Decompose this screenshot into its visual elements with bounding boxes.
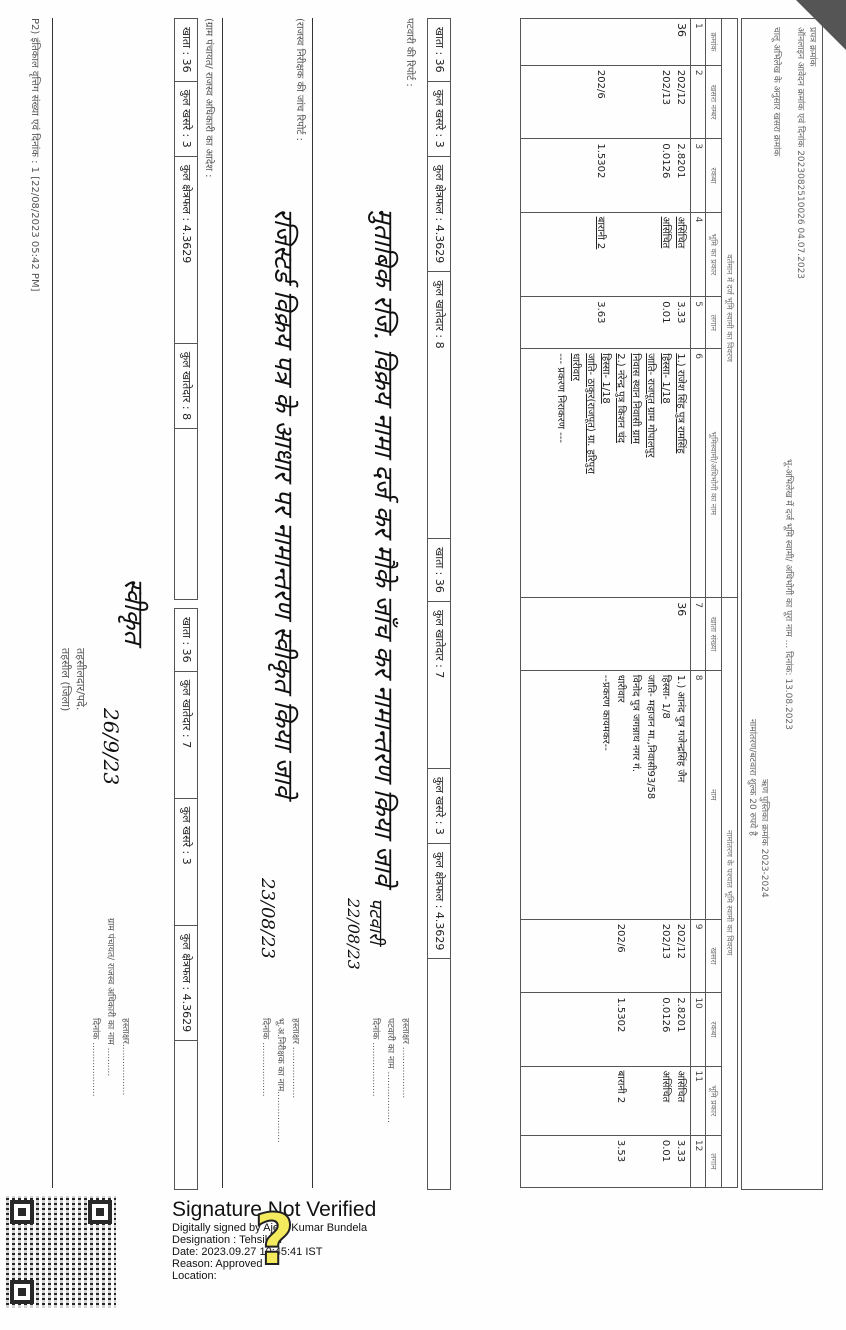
total-khasre: कुल खसरे : 3 bbox=[175, 799, 197, 926]
lagan-value: 3.33 bbox=[675, 1139, 686, 1163]
area-cell bbox=[521, 993, 691, 1066]
signature-status: Signature Not Verified bbox=[172, 1198, 377, 1221]
type-value: असिंचित bbox=[675, 216, 686, 249]
account-cell: 36 bbox=[521, 598, 691, 671]
total-khata: खाता : 36 bbox=[175, 609, 197, 672]
area-value: 1.5302 bbox=[615, 997, 626, 1033]
type-cell bbox=[521, 212, 691, 297]
col-header: खसरा bbox=[706, 919, 722, 993]
lagan-value: 3.63 bbox=[595, 301, 606, 324]
col-header: भूमि प्रकार bbox=[706, 1066, 722, 1135]
area-cell bbox=[521, 139, 691, 212]
owner-line: विनोद पुत्र जगन्नाथ नगर गं. bbox=[630, 674, 641, 773]
qr-code bbox=[6, 1196, 116, 1308]
total-area: कुल क्षेत्रफल : 4.3629 bbox=[175, 926, 197, 1042]
col-number: 12 bbox=[691, 1135, 706, 1187]
khasra-value: 202/13 bbox=[660, 69, 671, 106]
col-header: क्रमांक bbox=[706, 19, 722, 66]
col-header: भूमिस्वामी/अधिभोगी का नाम bbox=[706, 349, 722, 598]
type-value: बारानी 2 bbox=[595, 216, 606, 250]
owner-line: धारीवार bbox=[570, 353, 581, 381]
officer-stamp-line1: तहसीलदार/पदे. bbox=[74, 648, 87, 711]
patwari-report-label: पटवारी की रिपोर्ट : bbox=[404, 18, 415, 87]
col-header: खाता संख्या bbox=[706, 598, 722, 671]
area-value: 2.8201 bbox=[675, 143, 686, 179]
col-header: खसरा नम्बर bbox=[706, 65, 722, 139]
officer-date: 26/9/23 bbox=[99, 708, 123, 786]
rotated-document-content bbox=[23, 18, 823, 1188]
owner-line: हिस्सा- 1/18 bbox=[660, 353, 671, 404]
header-line: ऑनलाइन आवेदन क्रमांक एवं दिनांक 2023082510026 04.07.2023 bbox=[795, 27, 805, 280]
owner-line: जाति- राजपूत ग्राम गोपालपुर bbox=[645, 353, 656, 458]
col-number: 7 bbox=[691, 598, 706, 671]
ri-date: 23/08/23 bbox=[257, 878, 278, 959]
signature-date: Date: 2023.09.27 10:45:41 IST bbox=[172, 1246, 323, 1258]
header-line: ऋण पुस्तिका क्रमांक 2023-2024 bbox=[759, 779, 769, 898]
lagan-cell bbox=[521, 297, 691, 349]
signed-by: Digitally signed by Ajeet Kumar Bundela bbox=[172, 1222, 368, 1234]
header-line: प्रपत्र क्रमांक bbox=[807, 27, 817, 67]
officer-date-field: दिनांक ................... bbox=[90, 1018, 100, 1097]
header-line: भू-अभिलेख में दर्ज भूमि स्वामी/ अधिभोगी का पूरा नाम ... दिनांक: 13.08.2023 bbox=[783, 459, 793, 730]
total-area: कुल क्षेत्रफल : 4.3629 bbox=[175, 157, 197, 344]
lagan-value: 3.33 bbox=[675, 301, 686, 324]
patwari-signature-field: हस्ताक्षर .................. bbox=[400, 1018, 410, 1099]
officer-handwritten-order: स्वीकृत bbox=[118, 578, 148, 645]
area-value: 1.5302 bbox=[595, 143, 606, 179]
khasra-value: 202/12 bbox=[675, 923, 686, 959]
total-area: कुल क्षेत्रफल : 4.3629 bbox=[428, 844, 450, 960]
total-khata: खाता : 36 bbox=[175, 19, 197, 82]
serial-cell: 36 bbox=[521, 19, 691, 66]
owner-line: 1.) राजेश सिंह पुत्र रामसिंह bbox=[675, 353, 686, 454]
header-line: नामांतरण/बटवारा शुल्क 20 रुपये है bbox=[747, 719, 757, 836]
total-area: कुल क्षेत्रफल : 4.3629 bbox=[428, 157, 450, 273]
totals-row bbox=[427, 18, 451, 1190]
owner-cell bbox=[521, 349, 691, 598]
col-header: रकबा bbox=[706, 139, 722, 212]
header-line: चालू अभिलेख के अनुसार खसरा क्रमांक bbox=[771, 27, 781, 157]
area-value: 2.8201 bbox=[675, 997, 686, 1033]
owner-line: हिस्सा- 1/8 bbox=[660, 674, 671, 719]
ri-handwritten-report: रजिस्टर्ड विक्रय पत्र के आधार पर नामान्तरण स्वीकृत किया जावे bbox=[268, 208, 298, 798]
lagan-value: 0.01 bbox=[660, 301, 671, 324]
khasra-value: 202/6 bbox=[595, 69, 606, 99]
col-number: 11 bbox=[691, 1066, 706, 1135]
divider bbox=[52, 18, 53, 1188]
new-owner-cell bbox=[521, 670, 691, 919]
area-value: 0.0126 bbox=[660, 997, 671, 1033]
col-header: लगान bbox=[706, 1135, 722, 1187]
total-holders: कुल खातेदार : 7 bbox=[428, 602, 450, 769]
owner-line: जाति- ठाकुर(राजपूत) ग्रा. हरिपुरा bbox=[585, 353, 596, 474]
col-header: भूमि का प्रकार bbox=[706, 212, 722, 297]
total-khata: खाता : 36 bbox=[428, 539, 450, 602]
area-value: 0.0126 bbox=[660, 143, 671, 179]
type-value: असिंचित bbox=[660, 1070, 671, 1103]
patwari-date-field: दिनांक ................... bbox=[370, 1018, 380, 1097]
total-holders: कुल खातेदार : 8 bbox=[175, 344, 197, 429]
col-number: 2 bbox=[691, 65, 706, 139]
officer-totals-row-2 bbox=[174, 608, 198, 1190]
owner-line: --प्रकरण कायमकर-- bbox=[600, 674, 611, 751]
lagan-value: 3.53 bbox=[615, 1139, 626, 1163]
officer-name-field: ग्राम पंचायत/ राजस्व अधिकारी का नाम .......... bbox=[105, 918, 115, 1077]
unverified-question-icon: ? bbox=[254, 1199, 295, 1281]
ri-signature-field: हस्ताक्षर .................. bbox=[290, 1018, 300, 1099]
lagan-cell bbox=[521, 1135, 691, 1187]
total-holders: कुल खातेदार : 8 bbox=[428, 272, 450, 539]
col-header: लगान bbox=[706, 297, 722, 349]
land-record-table bbox=[520, 18, 738, 1188]
col-number: 10 bbox=[691, 993, 706, 1066]
total-khasre: कुल खसरे : 3 bbox=[175, 82, 197, 157]
patwari-date: 22/08/23 bbox=[344, 898, 363, 970]
col-header: रकबा bbox=[706, 993, 722, 1066]
col-number: 1 bbox=[691, 19, 706, 66]
owner-line: 1.) आनंद पुत्र गजेन्द्रसिंह जैन bbox=[675, 674, 686, 783]
right-section-title: नामांतरण के पश्चात भूमि स्वामी का विवरण bbox=[722, 598, 738, 1188]
khasra-value: 202/13 bbox=[660, 923, 671, 959]
patwari-name-field: पटवारी का नाम .................. bbox=[385, 1018, 395, 1124]
owner-line: हिस्सा- 1/18 bbox=[600, 353, 611, 404]
col-number: 9 bbox=[691, 919, 706, 993]
lagan-value: 0.01 bbox=[660, 1139, 671, 1163]
col-number: 5 bbox=[691, 297, 706, 349]
owner-line: --- प्रकरण निराकरण --- bbox=[555, 353, 566, 443]
patwari-signature: पटवारी bbox=[365, 898, 386, 944]
divider bbox=[222, 18, 223, 1188]
col-number: 4 bbox=[691, 212, 706, 297]
left-section-title: वर्तमान में दर्ज भूमि स्वामी का विवरण bbox=[722, 19, 738, 598]
col-number: 3 bbox=[691, 139, 706, 212]
signature-reason: Reason: Approved bbox=[172, 1258, 263, 1270]
officer-stamp-line2: तहसील (जिला) bbox=[59, 648, 72, 712]
ri-name-field: भू.अ.निरीक्षक का नाम.................. bbox=[275, 1018, 285, 1143]
khasra-value: 202/6 bbox=[615, 923, 626, 953]
mutation-number-footer: P2) इंतिकाल वृत्तिग संख्या एवं दिनांक : 1 [22/08/2023 05:42 PM] bbox=[29, 18, 40, 292]
total-holders: कुल खातेदार : 7 bbox=[175, 672, 197, 799]
owner-line: निवास स्थान निवासी ग्राम bbox=[630, 353, 641, 444]
type-value: असिंचित bbox=[675, 1070, 686, 1103]
khasra-cell bbox=[521, 919, 691, 993]
digital-signature-block bbox=[172, 1198, 432, 1282]
divider bbox=[312, 18, 313, 1188]
owner-line: 2.) नरेन्द्र पुत्र किशन चंद bbox=[615, 353, 626, 443]
col-number: 6 bbox=[691, 349, 706, 598]
ri-date-field: दिनांक ................... bbox=[260, 1018, 270, 1097]
signature-location: Location: bbox=[172, 1270, 217, 1282]
total-khasre: कुल खसरे : 3 bbox=[428, 82, 450, 157]
officer-order-label: (ग्राम पंचायत/ राजस्व अधिकारी का आदेश : bbox=[203, 18, 214, 178]
khasra-value: 202/12 bbox=[675, 69, 686, 106]
type-value: असिंचित bbox=[660, 216, 671, 249]
officer-totals-row bbox=[174, 18, 198, 600]
type-value: बारानी 2 bbox=[615, 1070, 626, 1104]
col-number: 8 bbox=[691, 670, 706, 919]
col-header: नाम bbox=[706, 670, 722, 919]
khasra-cell bbox=[521, 65, 691, 139]
patwari-handwritten-report: मुताबिक रजि. विक्रय नामा दर्ज कर मौके जाँच कर नामान्तरण किया जावे bbox=[368, 208, 398, 886]
total-khasre: कुल खसरे : 3 bbox=[428, 769, 450, 844]
total-khata: खाता : 36 bbox=[428, 19, 450, 82]
owner-line: धारीवार bbox=[615, 674, 626, 703]
officer-signature-field: हस्ताक्षर.................. bbox=[120, 1018, 130, 1096]
designation: Designation : Tehsildar bbox=[172, 1234, 284, 1246]
document-header bbox=[741, 18, 823, 1190]
type-cell bbox=[521, 1066, 691, 1135]
owner-line: जाति- महाजन मा.,निवासी93/58 bbox=[645, 674, 656, 800]
ri-report-label: (राजस्व निरीक्षक की जांच रिपोर्ट : bbox=[294, 18, 305, 142]
